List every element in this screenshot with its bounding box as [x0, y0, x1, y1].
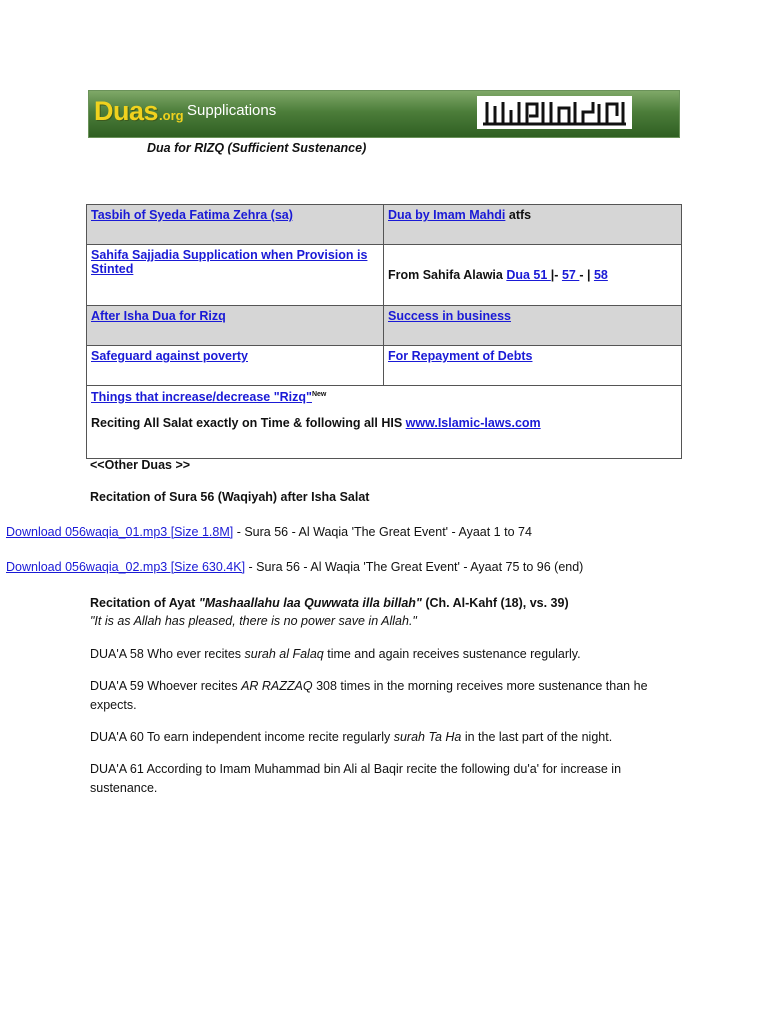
link-repayment-of-debts[interactable]: For Repayment of Debts	[388, 349, 533, 363]
banner-tagline: Supplications	[187, 102, 277, 119]
recitation-heading: Recitation of Sura 56 (Waqiyah) after Isha Salat	[90, 490, 370, 504]
link-sahifa-sajjadia[interactable]: Sahifa Sajjadia Supplication when Provision is Stinted	[91, 248, 368, 276]
table-cell	[384, 346, 682, 386]
header-banner	[88, 90, 680, 138]
table-row	[87, 245, 682, 306]
table-cell	[87, 245, 384, 306]
dua-58-text-end: time and again receives sustenance regularly.	[323, 647, 581, 661]
new-badge: New	[311, 390, 327, 398]
ayat-block	[90, 594, 670, 630]
dua-61-paragraph	[90, 760, 670, 798]
dua-59-emphasis: AR RAZZAQ	[241, 679, 313, 693]
table-row	[87, 346, 682, 386]
link-dua-57[interactable]: 57	[561, 268, 580, 282]
download-row	[6, 560, 583, 574]
table-cell	[87, 205, 384, 245]
link-islamic-laws[interactable]: www.Islamic-laws.com	[405, 416, 541, 430]
separator: |-	[550, 268, 562, 282]
logo-main-text: Duas	[94, 96, 159, 126]
download-description: - Sura 56 - Al Waqia 'The Great Event' - Ayaat 1 to 74	[233, 525, 532, 539]
dua-59-text-end: 308 times in the morning receives more sustenance than he expects.	[90, 679, 648, 712]
table-cell	[384, 245, 682, 306]
calligraphy-image	[477, 96, 632, 129]
link-safeguard-poverty[interactable]: Safeguard against poverty	[91, 349, 248, 363]
download-description: - Sura 56 - Al Waqia 'The Great Event' - Ayaat 75 to 96 (end)	[245, 560, 584, 574]
table-row	[87, 306, 682, 346]
dua-60-text-end: in the last part of the night.	[461, 730, 613, 744]
table-row	[87, 386, 682, 459]
ayat-heading	[90, 594, 670, 613]
dua-59-text: DUA'A 59 Whoever recites	[90, 679, 242, 693]
dua-59-paragraph	[90, 677, 670, 715]
dua-60-paragraph	[90, 728, 670, 747]
ayat-prefix: Recitation of Ayat	[90, 596, 199, 610]
link-dua-51[interactable]: Dua 51	[506, 268, 551, 282]
table-cell	[384, 205, 682, 245]
dua-58-emphasis: surah al Falaq	[244, 647, 324, 661]
sahifa-alawia-text: From Sahifa Alawia	[388, 268, 507, 282]
download-row	[6, 525, 532, 539]
link-dua-imam-mahdi[interactable]: Dua by Imam Mahdi	[388, 208, 506, 222]
table-row	[87, 205, 682, 245]
dua-58-paragraph	[90, 645, 670, 664]
link-success-in-business[interactable]: Success in business	[388, 309, 511, 323]
table-cell	[384, 306, 682, 346]
duas-logo[interactable]	[94, 96, 184, 130]
separator: - |	[579, 268, 594, 282]
table-cell	[87, 346, 384, 386]
ayat-quote: "Mashaallahu laa Quwwata illa billah"	[198, 596, 422, 610]
download-link-waqia-02[interactable]: Download 056waqia_02.mp3 [Size 630.4K]	[6, 560, 246, 574]
link-things-increase-rizq[interactable]: Things that increase/decrease "Rizq"	[91, 390, 312, 404]
dua-60-emphasis: surah Ta Ha	[393, 730, 462, 744]
download-link-waqia-01[interactable]: Download 056waqia_01.mp3 [Size 1.8M]	[6, 525, 234, 539]
page-title: Dua for RIZQ (Sufficient Sustenance)	[147, 141, 367, 155]
link-after-isha-dua[interactable]: After Isha Dua for Rizq	[91, 309, 226, 323]
dua-58-text: DUA'A 58 Who ever recites	[90, 647, 245, 661]
ayat-translation: "It is as Allah has pleased, there is no power save in Allah."	[90, 614, 417, 628]
table-cell	[87, 306, 384, 346]
atfs-text: atfs	[505, 208, 532, 222]
table-cell	[87, 386, 682, 459]
dua-61-text: DUA'A 61 According to Imam Muhammad bin Ali al Baqir recite the following du'a' for increase in sustenance.	[90, 762, 622, 795]
link-tasbih-fatima-zehra[interactable]: Tasbih of Syeda Fatima Zehra (sa)	[91, 208, 293, 222]
logo-tld-text: .org	[159, 108, 184, 123]
ayat-reference: (Ch. Al-Kahf (18), vs. 39)	[421, 596, 569, 610]
dua-60-text: DUA'A 60 To earn independent income recite regularly	[90, 730, 394, 744]
reciting-salat-text: Reciting All Salat exactly on Time & following all HIS	[91, 416, 406, 430]
other-duas-link[interactable]: <<Other Duas >>	[90, 458, 191, 472]
dua-links-table	[86, 204, 682, 459]
link-dua-58[interactable]: 58	[593, 268, 608, 282]
